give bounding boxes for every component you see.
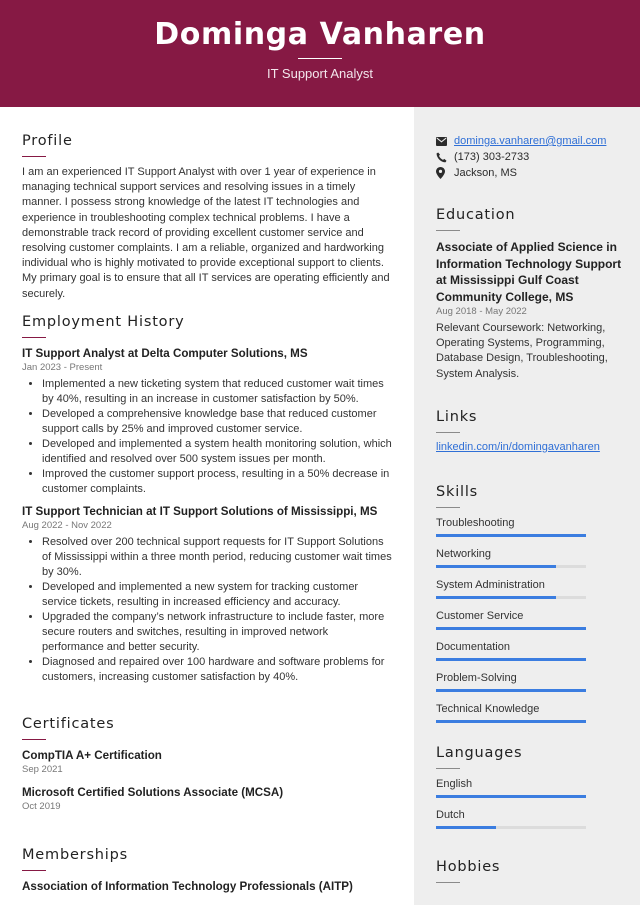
job-bullet: • Developed and implemented a new system for tracking customer service tickets, resulting in increased efficiency and accuracy. [42, 580, 392, 610]
skill-level-fill [436, 534, 586, 537]
hobbies-title: Hobbies [436, 859, 501, 875]
education-section [436, 207, 626, 382]
language-level-bar [436, 826, 586, 829]
skill-level-bar [436, 565, 586, 568]
contact-phone [436, 149, 626, 165]
education-dates: Aug 2018 - May 2022 [436, 306, 527, 317]
contact-section [436, 133, 626, 181]
section-divider [436, 882, 460, 883]
job-bullets [22, 377, 392, 497]
language-name: Dutch [436, 809, 465, 821]
section-divider [436, 230, 460, 231]
section-divider [436, 432, 460, 433]
links-title: Links [436, 409, 478, 425]
skill-level-fill [436, 627, 586, 630]
phone-number: (173) 303-2733 [454, 151, 530, 163]
mail-icon [436, 137, 454, 146]
language-name: English [436, 778, 473, 790]
skill-name: Networking [436, 548, 492, 560]
certificate-date: Sep 2021 [22, 764, 63, 775]
job-title: IT Support Analyst at Delta Computer Solutions, MS [22, 347, 308, 360]
job-bullet: • Improved the customer support process, resulting in a 50% decrease in customer complaints. [42, 467, 392, 497]
skill-level-bar [436, 534, 586, 537]
languages-section [436, 745, 626, 839]
job-title: IT Support Technician at IT Support Solutions of Mississippi, MS [22, 505, 378, 518]
contact-email [436, 133, 626, 149]
section-divider [22, 739, 46, 740]
job-entry [22, 346, 392, 497]
job-bullets [22, 535, 392, 685]
skill-level-fill [436, 565, 556, 568]
skill-name: System Administration [436, 579, 545, 591]
resume-header [0, 0, 640, 107]
section-divider [22, 870, 46, 871]
skill-level-bar [436, 596, 586, 599]
phone-icon [436, 152, 454, 163]
skill-item [436, 609, 626, 630]
employment-title: Employment History [22, 314, 185, 330]
sidebar [414, 107, 640, 905]
section-divider [436, 507, 460, 508]
skill-level-bar [436, 689, 586, 692]
section-divider [22, 337, 46, 338]
skill-name: Customer Service [436, 610, 524, 622]
job-bullet: • Resolved over 200 technical support requests for IT Support Solutions of Mississippi within a three month period, reducing customer wait times by 30%. [42, 535, 392, 580]
skill-name: Technical Knowledge [436, 703, 540, 715]
language-level-fill [436, 826, 496, 829]
section-divider [436, 768, 460, 769]
memberships-title: Memberships [22, 847, 128, 863]
skill-item [436, 516, 626, 537]
hobbies-section [436, 859, 626, 891]
job-bullet: • Diagnosed and repaired over 100 hardware and software problems for customers, increasing customer satisfaction by 40%. [42, 655, 392, 685]
job-dates: Jan 2023 - Present [22, 362, 103, 373]
section-divider [22, 156, 46, 157]
skill-level-bar [436, 720, 586, 723]
certificates-title: Certificates [22, 716, 115, 732]
profile-text: I am an experienced IT Support Analyst with over 1 year of experience in managing technical support services and resolving issues in a timely manner. I possess strong knowledge of the latest IT technologies and experience in troubleshooting complex technical problems. I have a demonstrable track record of providing excellent customer service and resolving customer complaints. I am a reliable, organized and hardworking individual who is highly motivated to provide exceptional support to clients. My primary goal is to ensure that all IT services are operating efficiently and securely. [22, 166, 390, 300]
certificate-name: Microsoft Certified Solutions Associate (MCSA) [22, 786, 284, 799]
certificate-name: CompTIA A+ Certification [22, 749, 162, 762]
job-entry [22, 504, 392, 685]
job-bullet: • Developed a comprehensive knowledge base that reduced customer support calls by 25% and improved customer service. [42, 407, 392, 437]
language-item [436, 777, 626, 798]
coursework-text: Relevant Coursework: Networking, Operating Systems, Programming, Database Design, Troubleshooting, System Analysis. [436, 322, 608, 380]
job-bullet: • Upgraded the company’s network infrastructure to include faster, more secure routers and switches, resulting in improved network performance and better security. [42, 610, 392, 655]
skill-name: Documentation [436, 641, 510, 653]
skill-name: Problem-Solving [436, 672, 517, 684]
language-level-fill [436, 795, 586, 798]
certificates-section [22, 716, 392, 816]
skill-level-fill [436, 658, 586, 661]
links-section [436, 409, 626, 453]
skills-title: Skills [436, 484, 479, 500]
membership-name: Association of Information Technology Professionals (AITP) [22, 880, 353, 893]
location-text: Jackson, MS [454, 167, 517, 179]
skills-list [436, 516, 626, 723]
profile-title: Profile [22, 133, 73, 149]
certificate-date: Oct 2019 [22, 801, 61, 812]
skills-section [436, 484, 626, 733]
profile-section [22, 133, 392, 302]
education-title: Education [436, 207, 516, 223]
language-item [436, 808, 626, 829]
language-level-bar [436, 795, 586, 798]
linkedin-link[interactable]: linkedin.com/in/domingavanharen [436, 441, 600, 453]
contact-location [436, 165, 626, 181]
skill-level-fill [436, 596, 556, 599]
languages-title: Languages [436, 745, 523, 761]
email-link[interactable]: dominga.vanharen@gmail.com [454, 135, 607, 147]
candidate-name: Dominga Vanharen [154, 17, 486, 52]
degree-title: Associate of Applied Science in Information Technology Support at Mississippi Gulf Coast Community College, MS [436, 240, 622, 304]
header-divider [298, 58, 342, 59]
location-pin-icon [436, 167, 454, 179]
languages-list [436, 777, 626, 829]
skill-level-bar [436, 658, 586, 661]
employment-section [22, 314, 392, 685]
skill-item [436, 671, 626, 692]
memberships-section [22, 847, 392, 894]
candidate-role: IT Support Analyst [267, 66, 373, 81]
skill-item [436, 578, 626, 599]
skill-item [436, 547, 626, 568]
skill-item [436, 640, 626, 661]
skill-level-bar [436, 627, 586, 630]
skill-level-fill [436, 689, 586, 692]
skill-level-fill [436, 720, 586, 723]
skill-name: Troubleshooting [436, 517, 515, 529]
job-bullet: • Developed and implemented a system health monitoring solution, which identified and resolved over 500 system issues per month. [42, 437, 392, 467]
job-bullet: • Implemented a new ticketing system that reduced customer wait times by 40%, resulting in an increase in customer satisfaction by 50%. [42, 377, 392, 407]
job-dates: Aug 2022 - Nov 2022 [22, 520, 112, 531]
skill-item [436, 702, 626, 723]
